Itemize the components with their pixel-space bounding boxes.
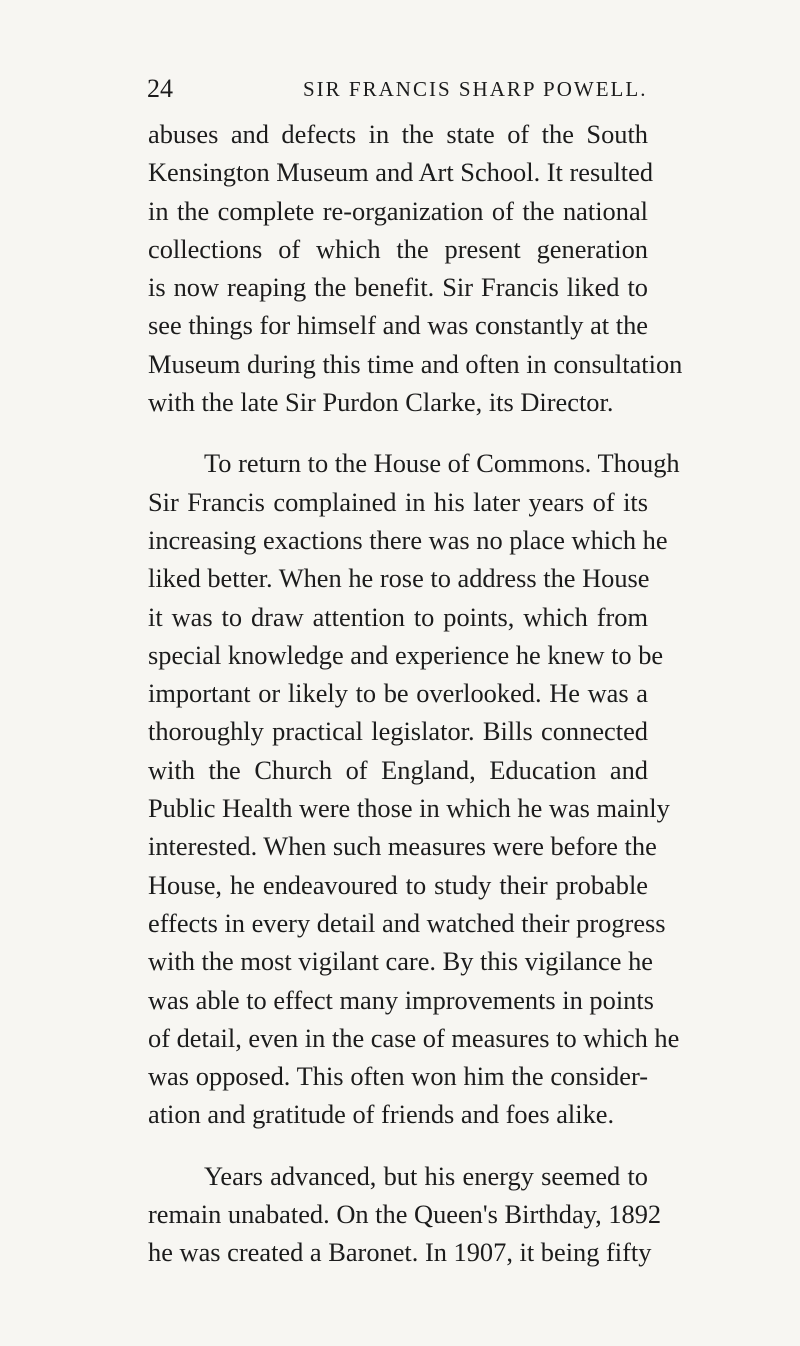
text-line: of detail, even in the case of measures to which he: [148, 1022, 680, 1053]
text-line: effects in every detail and watched their progress: [148, 907, 666, 938]
text-line: important or likely to be overlooked. He was a: [148, 678, 648, 709]
text-line: Public Health were those in which he was mainly: [148, 793, 670, 824]
text-line: abuses and defects in the state of the South: [148, 119, 648, 149]
page-number: 24: [147, 74, 173, 103]
paragraph-2: [148, 444, 680, 1133]
text-line: is now reaping the benefit. Sir Francis liked to: [148, 272, 648, 303]
text-line: interested. When such measures were before the: [148, 831, 657, 862]
text-line: remain unabated. On the Queen's Birthday, 1892: [148, 1199, 662, 1230]
text-line: thoroughly practical legislator. Bills connected: [148, 716, 648, 747]
text-line: with the Church of England, Education and: [148, 754, 648, 785]
text-line: with the late Sir Purdon Clarke, its Director.: [148, 387, 614, 418]
body-text: [148, 115, 683, 1272]
text-line: collections of which the present generation: [148, 233, 648, 264]
text-line: Years advanced, but his energy seemed to: [204, 1160, 648, 1191]
paragraph-3: [148, 1157, 662, 1272]
text-line: was opposed. This often won him the consider-: [148, 1061, 648, 1092]
running-title: SIR FRANCIS SHARP POWELL.: [303, 77, 648, 101]
text-line: Sir Francis complained in his later years of its: [148, 486, 648, 517]
text-line: was able to effect many improvements in points: [148, 984, 654, 1015]
text-line: House, he endeavoured to study their probable: [148, 869, 648, 900]
text-line: liked better. When he rose to address the House: [148, 563, 650, 594]
text-line: it was to draw attention to points, which from: [148, 601, 648, 632]
text-line: in the complete re-organization of the national: [148, 195, 648, 226]
text-line: ation and gratitude of friends and foes alike.: [148, 1099, 615, 1130]
text-line: Museum during this time and often in consultation: [148, 348, 683, 379]
text-line: special knowledge and experience he knew to be: [148, 639, 664, 670]
text-line: with the most vigilant care. By this vigilance he: [148, 946, 653, 977]
text-line: see things for himself and was constantly at the: [148, 310, 648, 341]
text-line: he was created a Baronet. In 1907, it being fifty: [148, 1237, 652, 1268]
text-line: To return to the House of Commons. Though: [204, 448, 680, 479]
text-line: increasing exactions there was no place which he: [148, 524, 668, 555]
running-head: [147, 74, 647, 114]
paragraph-1: [148, 115, 683, 421]
text-line: Kensington Museum and Art School. It resulted: [148, 157, 654, 188]
